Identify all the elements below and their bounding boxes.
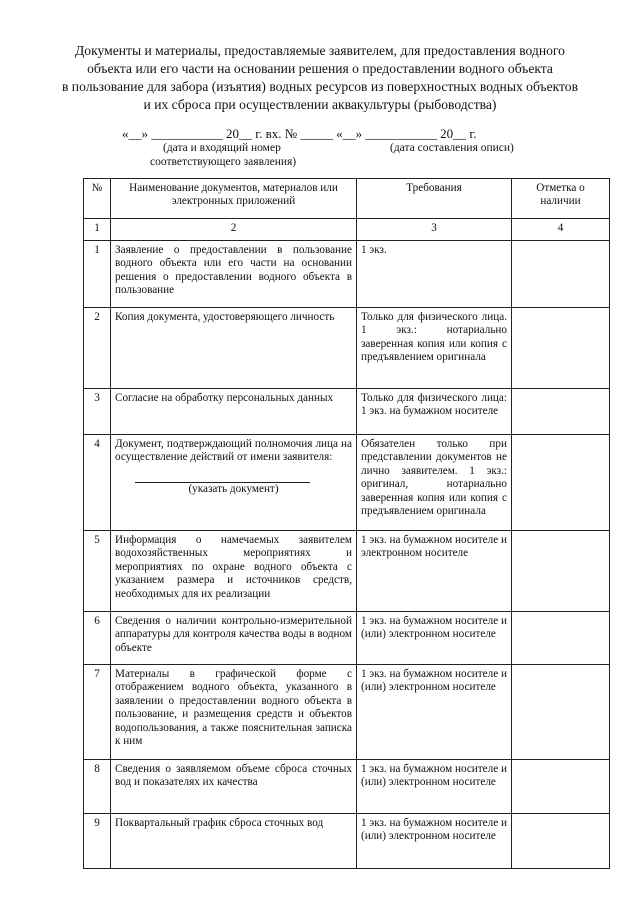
table-row bbox=[84, 814, 610, 869]
row-mark bbox=[512, 814, 610, 869]
registration-line: «__» ___________ 20__ г. вх. № _____ «__» ___________ 20__ г. bbox=[122, 126, 477, 141]
row-number: 1 bbox=[84, 241, 111, 308]
row-mark bbox=[512, 435, 610, 531]
row-mark bbox=[512, 665, 610, 760]
row-name: Сведения о наличии контрольно-измерительной аппаратуры для контроля качества воды в водном объекте bbox=[111, 612, 357, 665]
row-requirements: Обязателен только при представлении документов не лично заявителем. 1 экз.: оригинал, нотариально заверенная копия или копия с предъявлением оригинала bbox=[357, 435, 512, 531]
title-line: Документы и материалы, предоставляемые заявителем, для предоставления водного bbox=[75, 43, 565, 58]
row-number: 3 bbox=[84, 389, 111, 435]
row-requirements: Только для физического лица. 1 экз.: нотариально заверенная копия или копия с предъявлением оригинала bbox=[357, 308, 512, 389]
table-row bbox=[84, 531, 610, 612]
registration-note-right: (дата составления описи) bbox=[390, 142, 514, 154]
title-line: объекта или его части на основании решения о предоставлении водного объекта bbox=[87, 61, 553, 76]
row-mark bbox=[512, 760, 610, 814]
header-name: Наименование документов, материалов или электронных приложений bbox=[111, 179, 357, 219]
title-line: в пользование для забора (изъятия) водных ресурсов из поверхностных водных объектов bbox=[61, 79, 579, 94]
header-requirements: Требования bbox=[357, 179, 512, 219]
column-number: 4 bbox=[512, 219, 610, 241]
table-row bbox=[84, 612, 610, 665]
row-mark bbox=[512, 531, 610, 612]
row-requirements: 1 экз. на бумажном носителе и (или) электронном носителе bbox=[357, 612, 512, 665]
table-row bbox=[84, 308, 610, 389]
table-row bbox=[84, 241, 610, 308]
registration-note-left-1: (дата и входящий номер bbox=[163, 142, 281, 154]
row-requirements: 1 экз. на бумажном носителе и (или) электронном носителе bbox=[357, 814, 512, 869]
row-number: 2 bbox=[84, 308, 111, 389]
row-number: 6 bbox=[84, 612, 111, 665]
column-number: 2 bbox=[111, 219, 357, 241]
row-name: Заявление о предоставлении в пользование водного объекта или его части на основании решения о предоставлении водного объекта в пользование bbox=[111, 241, 357, 308]
row-name: Сведения о заявляемом объеме сброса сточных вод и показателях их качества bbox=[111, 760, 357, 814]
column-number: 3 bbox=[357, 219, 512, 241]
header-number: № bbox=[84, 179, 111, 219]
registration-note-left-2: соответствующего заявления) bbox=[150, 156, 297, 168]
table-row bbox=[84, 760, 610, 814]
row-number: 5 bbox=[84, 531, 111, 612]
row-name-sub: (указать документ) bbox=[188, 482, 279, 495]
row-name bbox=[111, 435, 357, 531]
header-mark: Отметка о наличии bbox=[512, 179, 610, 219]
row-name: Поквартальный график сброса сточных вод bbox=[111, 814, 357, 869]
row-requirements: 1 экз. bbox=[357, 241, 512, 308]
table-row bbox=[84, 389, 610, 435]
row-name: Согласие на обработку персональных данных bbox=[111, 389, 357, 435]
table-column-number-row bbox=[84, 219, 610, 241]
row-number: 8 bbox=[84, 760, 111, 814]
row-requirements: 1 экз. на бумажном носителе и (или) электронном носителе bbox=[357, 760, 512, 814]
row-mark bbox=[512, 308, 610, 389]
table-row bbox=[84, 435, 610, 531]
row-mark bbox=[512, 612, 610, 665]
row-mark bbox=[512, 389, 610, 435]
row-requirements: Только для физического лица: 1 экз. на бумажном носителе bbox=[357, 389, 512, 435]
document-title bbox=[40, 42, 600, 114]
row-number: 4 bbox=[84, 435, 111, 531]
documents-table bbox=[83, 178, 610, 869]
row-mark bbox=[512, 241, 610, 308]
table-header-row bbox=[84, 179, 610, 219]
row-number: 9 bbox=[84, 814, 111, 869]
row-name-text: Документ, подтверждающий полномочия лица на осуществление действий от имени заявителя: bbox=[115, 438, 352, 464]
row-name: Информация о намечаемых заявителем водохозяйственных мероприятиях и мероприятиях по охране водного объекта с указанием размера и источников средств, необходимых для их реализации bbox=[111, 531, 357, 612]
row-number: 7 bbox=[84, 665, 111, 760]
row-name: Материалы в графической форме с отображением водного объекта, указанного в заявлении о предоставлении водного объекта в пользование, и размещения средств и объектов водопользования, а также пояснительная записка к ним bbox=[111, 665, 357, 760]
row-name: Копия документа, удостоверяющего личность bbox=[111, 308, 357, 389]
row-requirements: 1 экз. на бумажном носителе и (или) электронном носителе bbox=[357, 665, 512, 760]
title-line: и их сброса при осуществлении аквакультуры (рыбоводства) bbox=[143, 97, 497, 112]
row-requirements: 1 экз. на бумажном носителе и электронном носителе bbox=[357, 531, 512, 612]
table-row bbox=[84, 665, 610, 760]
column-number: 1 bbox=[84, 219, 111, 241]
